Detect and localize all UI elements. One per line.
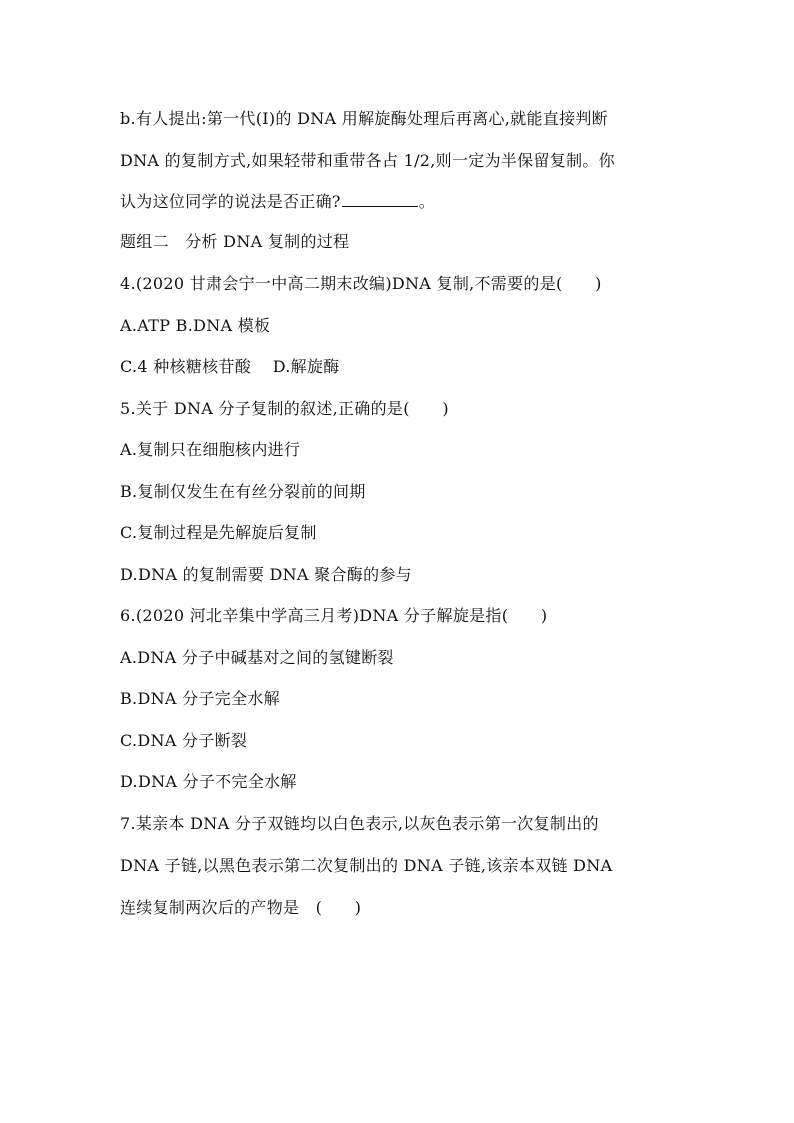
question-b-line-3-text: 认为这位同学的说法是否正确? <box>120 192 341 211</box>
question-5-option-b: B.复制仅发生在有丝分裂前的间期 <box>120 482 366 501</box>
question-6-option-a: A.DNA 分子中碱基对之间的氢键断裂 <box>120 648 394 667</box>
question-7-line-1: 7.某亲本 DNA 分子双链均以白色表示,以灰色表示第一次复制出的 <box>120 814 599 833</box>
question-5-option-d: D.DNA 的复制需要 DNA 聚合酶的参与 <box>120 565 412 584</box>
question-5-option-c: C.复制过程是先解旋后复制 <box>120 523 317 542</box>
question-6-option-d: D.DNA 分子不完全水解 <box>120 772 297 791</box>
question-5-stem: 5.关于 DNA 分子复制的叙述,正确的是( ) <box>120 399 449 418</box>
section-title: 题组二 分析 DNA 复制的过程 <box>120 232 350 251</box>
question-b-line-1: b.有人提出:第一代(Ⅰ)的 DNA 用解旋酶处理后再离心,就能直接判断 <box>120 109 608 128</box>
answer-blank <box>342 192 418 207</box>
question-4-options-ab: A.ATP B.DNA 模板 <box>120 316 271 335</box>
question-b-line-3 <box>120 192 435 212</box>
question-b-line-2: DNA 的复制方式,如果轻带和重带各占 1/2,则一定为半保留复制。你 <box>120 151 615 170</box>
question-7-line-2: DNA 子链,以黑色表示第二次复制出的 DNA 子链,该亲本双链 DNA <box>120 856 613 875</box>
question-6-option-b: B.DNA 分子完全水解 <box>120 689 280 708</box>
question-7-line-3: 连续复制两次后的产物是 ( ) <box>120 898 362 917</box>
question-6-option-c: C.DNA 分子断裂 <box>120 731 248 750</box>
question-5-option-a: A.复制只在细胞核内进行 <box>120 440 301 459</box>
question-b-line-3-end: 。 <box>418 192 436 211</box>
question-4-options-cd: C.4 种核糖核苷酸 D.解旋酶 <box>120 357 340 376</box>
question-4-stem: 4.(2020 甘肃会宁一中高二期末改编)DNA 复制,不需要的是( ) <box>120 274 602 293</box>
question-6-stem: 6.(2020 河北辛集中学高三月考)DNA 分子解旋是指( ) <box>120 606 548 625</box>
